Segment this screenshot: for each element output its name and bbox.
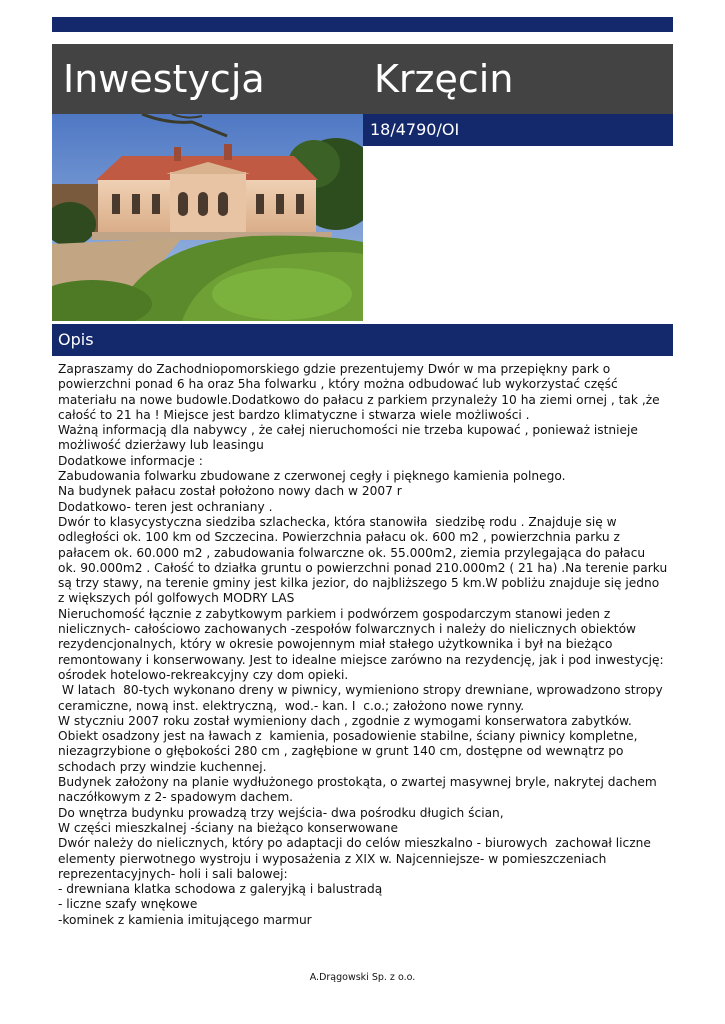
title-bar — [52, 44, 673, 114]
description-line: materiału na nowe budowle.Dodatkowo do pałacu z parkiem przynależy 10 ha ziemi ornej , tak ,że — [58, 392, 660, 407]
description-line: rezydencjonalnych, który w okresie powojennym miał stałego użytkownika i był na bieżąco — [58, 637, 613, 652]
description-line: W latach 80-tych wykonano dreny w piwnicy, wymieniono stropy drewniane, wprowadzono stropy — [58, 683, 663, 698]
title-location: Krzęcin — [374, 57, 514, 101]
description-line: remontowany i konserwowany. Jest to idealne miejsce zarówno na rezydencję, jak i pod inwestycję: — [58, 652, 664, 667]
section-title: Opis — [58, 330, 94, 349]
title-investment: Inwestycja — [63, 57, 265, 101]
description-line: -kominek z kamienia imitującego marmur — [58, 912, 312, 927]
description-line: niezagrzybione o głębokości 280 cm , zagłębione w grunt 140 cm, dostępne od wewnątrz po — [58, 744, 624, 759]
description-line: Na budynek pałacu został położono nowy dach w 2007 r — [58, 484, 402, 499]
description-line: W styczniu 2007 roku został wymieniony dach , zgodnie z wymogami konserwatora zabytków. — [58, 713, 632, 728]
description-line: Do wnętrza budynku prowadzą trzy wejścia- dwa pośrodku długich ścian, — [58, 805, 504, 820]
description-line: z większych pól golfowych MODRY LAS — [58, 591, 295, 606]
description-line: Budynek założony na planie wydłużonego prostokąta, o zwartej masywnej bryle, nakrytej dachem — [58, 775, 657, 790]
description-line: odległości ok. 100 km od Szczecina. Powierzchnia pałacu ok. 600 m2 , powierzchnia parku z — [58, 530, 620, 545]
description-line: Zabudowania folwarku zbudowane z czerwonej cegły i pięknego kamienia polnego. — [58, 469, 566, 484]
description — [58, 362, 673, 928]
description-line: Dwór to klasycystyczna siedziba szlachecka, która stanowiła siedzibę rodu . Znajduje się w — [58, 514, 617, 529]
description-line: Dodatkowo- teren jest ochraniany . — [58, 499, 273, 514]
description-line: schodach przy windzie kuchennej. — [58, 759, 267, 774]
description-line: Obiekt osadzony jest na ławach z kamienia, posadowienie stabilne, ściany piwnicy kompletne, — [58, 729, 638, 744]
reference-bar — [363, 114, 673, 146]
description-line: ośrodek hotelowo-rekreakcyjny czy dom opieki. — [58, 667, 349, 682]
reference-number: 18/4790/OI — [370, 120, 460, 139]
description-line: Nieruchomość łącznie z zabytkowym parkiem i podwórzem gospodarczym stanowi jeden z — [58, 606, 611, 621]
description-line: Dodatkowe informacje : — [58, 453, 203, 468]
description-line: elementy pierwotnego wystroju i wyposażenia z XIX w. Najcenniejsze- w pomieszczeniach — [58, 851, 607, 866]
description-line: - drewniana klatka schodowa z galeryjką i balustradą — [58, 882, 383, 897]
description-line: Dwór należy do nielicznych, który po adaptacji do celów mieszkalno - biurowych zachował liczne — [58, 836, 651, 851]
description-line: są trzy stawy, na terenie gminy jest kilka jezior, do najbliższego 5 km.W pobliżu znajduje się jedno — [58, 576, 660, 591]
description-line: całość to 21 ha ! Miejsce jest bardzo klimatyczne i stwarza wiele możliwości . — [58, 407, 530, 422]
description-line: W części mieszkalnej -ściany na bieżąco konserwowane — [58, 820, 398, 835]
description-line: możliwość dzierżawy lub leasingu — [58, 438, 264, 453]
footer-company: A.Drągowski Sp. z o.o. — [309, 972, 416, 983]
description-line: - liczne szafy wnękowe — [58, 897, 198, 912]
description-line: Ważną informacją dla nabywcy , że całej nieruchomości nie trzeba kupować , ponieważ istnieje — [58, 423, 638, 438]
description-line: powierzchni ponad 6 ha oraz 5ha folwarku , który można odbudować lub wykorzystać część — [58, 377, 618, 392]
description-line: reprezentacyjnych- holi i sali balowej: — [58, 866, 288, 881]
section-header — [52, 324, 673, 356]
top-accent-bar — [52, 17, 673, 32]
property-photo — [52, 114, 363, 321]
description-line: naczółkowym z 2- spadowym dachem. — [58, 790, 294, 805]
description-line: ok. 90.000m2 . Całość to działka gruntu o powierzchni ponad 210.000m2 ( 21 ha) .Na terenie parku — [58, 560, 668, 575]
description-line: ceramiczne, nową inst. elektryczną, wod.- kan. I c.o.; założono nowe rynny. — [58, 698, 525, 713]
description-line: nielicznych- całościowo zachowanych -zespołów folwarcznych i należy do nielicznych obiektów — [58, 622, 636, 637]
description-line: Zapraszamy do Zachodniopomorskiego gdzie prezentujemy Dwór w ma przepiękny park o — [58, 362, 611, 376]
description-line: pałacem ok. 60.000 m2 , zabudowania folwarczne ok. 55.000m2, ziemia przylegająca do pałacu — [58, 545, 646, 560]
